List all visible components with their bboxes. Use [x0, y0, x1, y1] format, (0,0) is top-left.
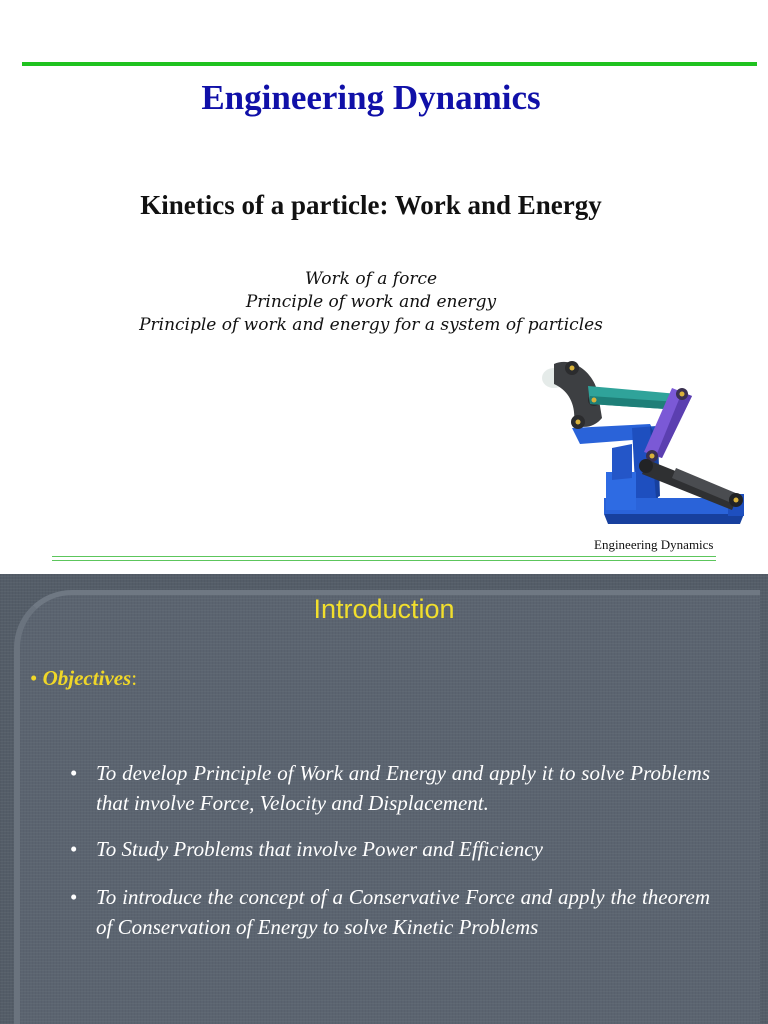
topic-list [0, 268, 742, 337]
list-item-text: To introduce the concept of a Conservative Force and apply the theorem of Conservation of Energy to solve Kinetic Problems [96, 885, 710, 939]
slide-footer: Engineering Dynamics [594, 537, 714, 552]
list-item-text: To develop Principle of Work and Energy and apply it to solve Problems that involve Force, Velocity and Displacement. [96, 761, 710, 815]
introduction-slide [0, 574, 768, 1024]
topic-item: Principle of work and energy for a system of particles [139, 315, 603, 335]
list-item [70, 758, 710, 818]
bottom-green-rule [52, 556, 716, 557]
topic-item: Work of a force [304, 269, 438, 289]
list-item-text: To Study Problems that involve Power and Efficiency [96, 837, 543, 861]
topic-item: Principle of work and energy [245, 292, 497, 312]
objectives-bullet: • [30, 666, 38, 690]
list-item [70, 882, 710, 942]
slide-title: Engineering Dynamics [201, 78, 541, 117]
bullet-dot: • [70, 761, 78, 785]
objectives-heading [30, 666, 137, 691]
objectives-label: Objectives [42, 666, 132, 690]
top-green-rule [22, 62, 757, 66]
objectives-colon: : [131, 666, 138, 690]
mechanism-linkage-illustration [532, 348, 754, 540]
list-item [70, 834, 710, 864]
bullet-dot: • [70, 885, 78, 909]
slide-subtitle: Kinetics of a particle: Work and Energy [140, 190, 602, 220]
bottom-green-rule-2 [52, 560, 716, 561]
bullet-dot: • [70, 837, 78, 861]
slide-title: Introduction [313, 594, 455, 624]
objectives-list [70, 758, 710, 960]
